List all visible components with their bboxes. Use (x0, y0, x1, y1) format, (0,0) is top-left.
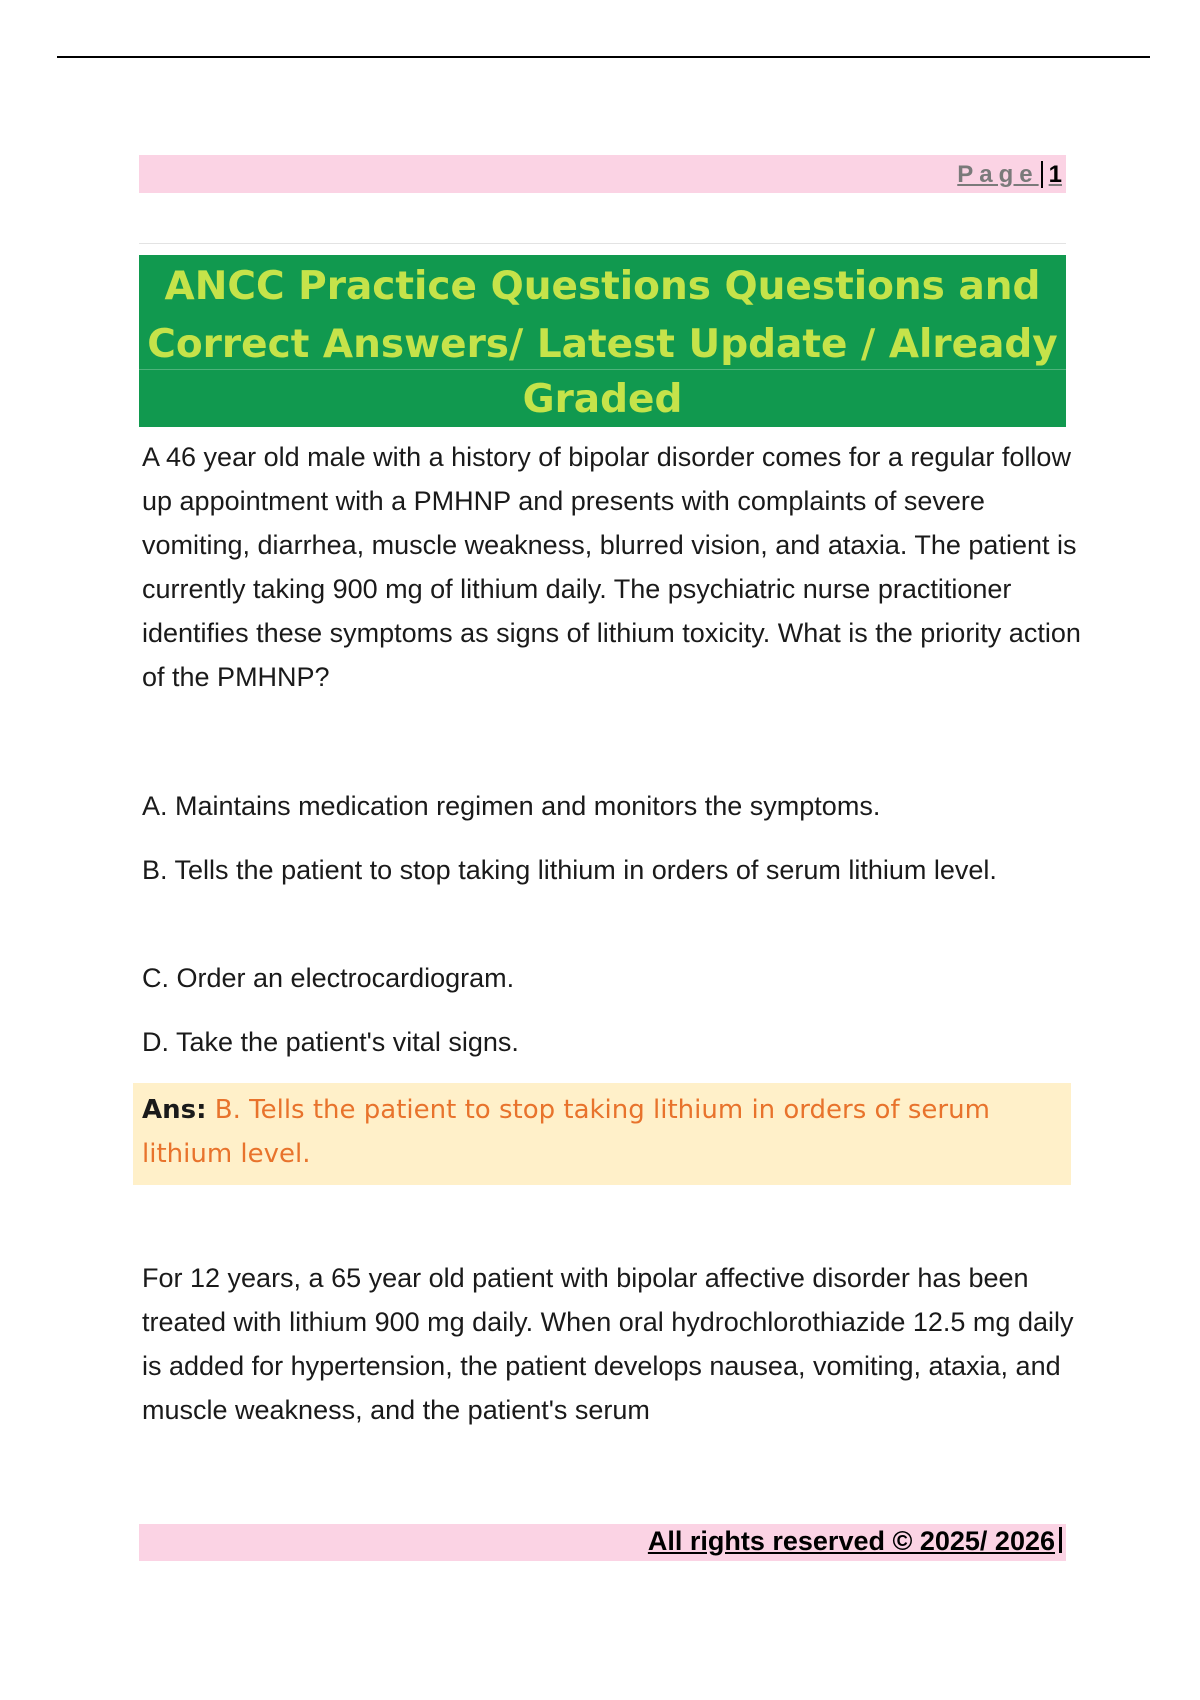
copyright-text: All rights reserved © 2025/ 2026 (647, 1526, 1055, 1556)
question-2-text: For 12 years, a 65 year old patient with bipolar affective disorder has been treated with lithium 900 mg daily. When oral hydrochlorothiazide 12.5 mg daily is added for hypertension, the patient develops nausea, vomiting, ataxia, and muscle weakness, and the patient's serum (142, 1263, 1074, 1425)
answer-label: Ans: (142, 1095, 207, 1125)
question-1-option-d: D. Take the patient's vital signs. (142, 1027, 519, 1057)
page-number-label (957, 161, 1062, 189)
document-title-line-1: ANCC Practice Questions Questions and (164, 264, 1041, 309)
question-1-answer-box (133, 1083, 1071, 1185)
question-1-option-b: B. Tells the patient to stop taking lithium in orders of serum lithium level. (142, 855, 997, 885)
answer-text: B. Tells the patient to stop taking lithium in orders of serum lithium level. (142, 1095, 990, 1169)
question-1-option-c: C. Order an electrocardiogram. (142, 963, 515, 993)
page-header-band (139, 155, 1066, 193)
question-1-answer (142, 1088, 1042, 1176)
page-label-text: Page (957, 161, 1039, 188)
footer-separator (1059, 1527, 1062, 1553)
page-footer-band (139, 1524, 1066, 1561)
copyright-notice (648, 1526, 1062, 1557)
document-title-line-2: Correct Answers/ Latest Update / Already (147, 322, 1058, 367)
title-divider (139, 369, 1066, 370)
page-number: 1 (1041, 161, 1062, 188)
header-divider (139, 243, 1066, 244)
question-1-text: A 46 year old male with a history of bipolar disorder comes for a regular follow up appointment with a PMHNP and presents with complaints of severe vomiting, diarrhea, muscle weakness, blurred vision, and ataxia. The patient is currently taking 900 mg of lithium daily. The psychiatric nurse practitioner identifies these symptoms as signs of lithium toxicity. What is the priority action of the PMHNP? (142, 442, 1081, 692)
question-1-option-a: A. Maintains medication regimen and monitors the symptoms. (142, 791, 881, 821)
document-title-line-3: Graded (522, 377, 683, 422)
top-divider (57, 56, 1150, 58)
document-title-block (139, 255, 1066, 427)
